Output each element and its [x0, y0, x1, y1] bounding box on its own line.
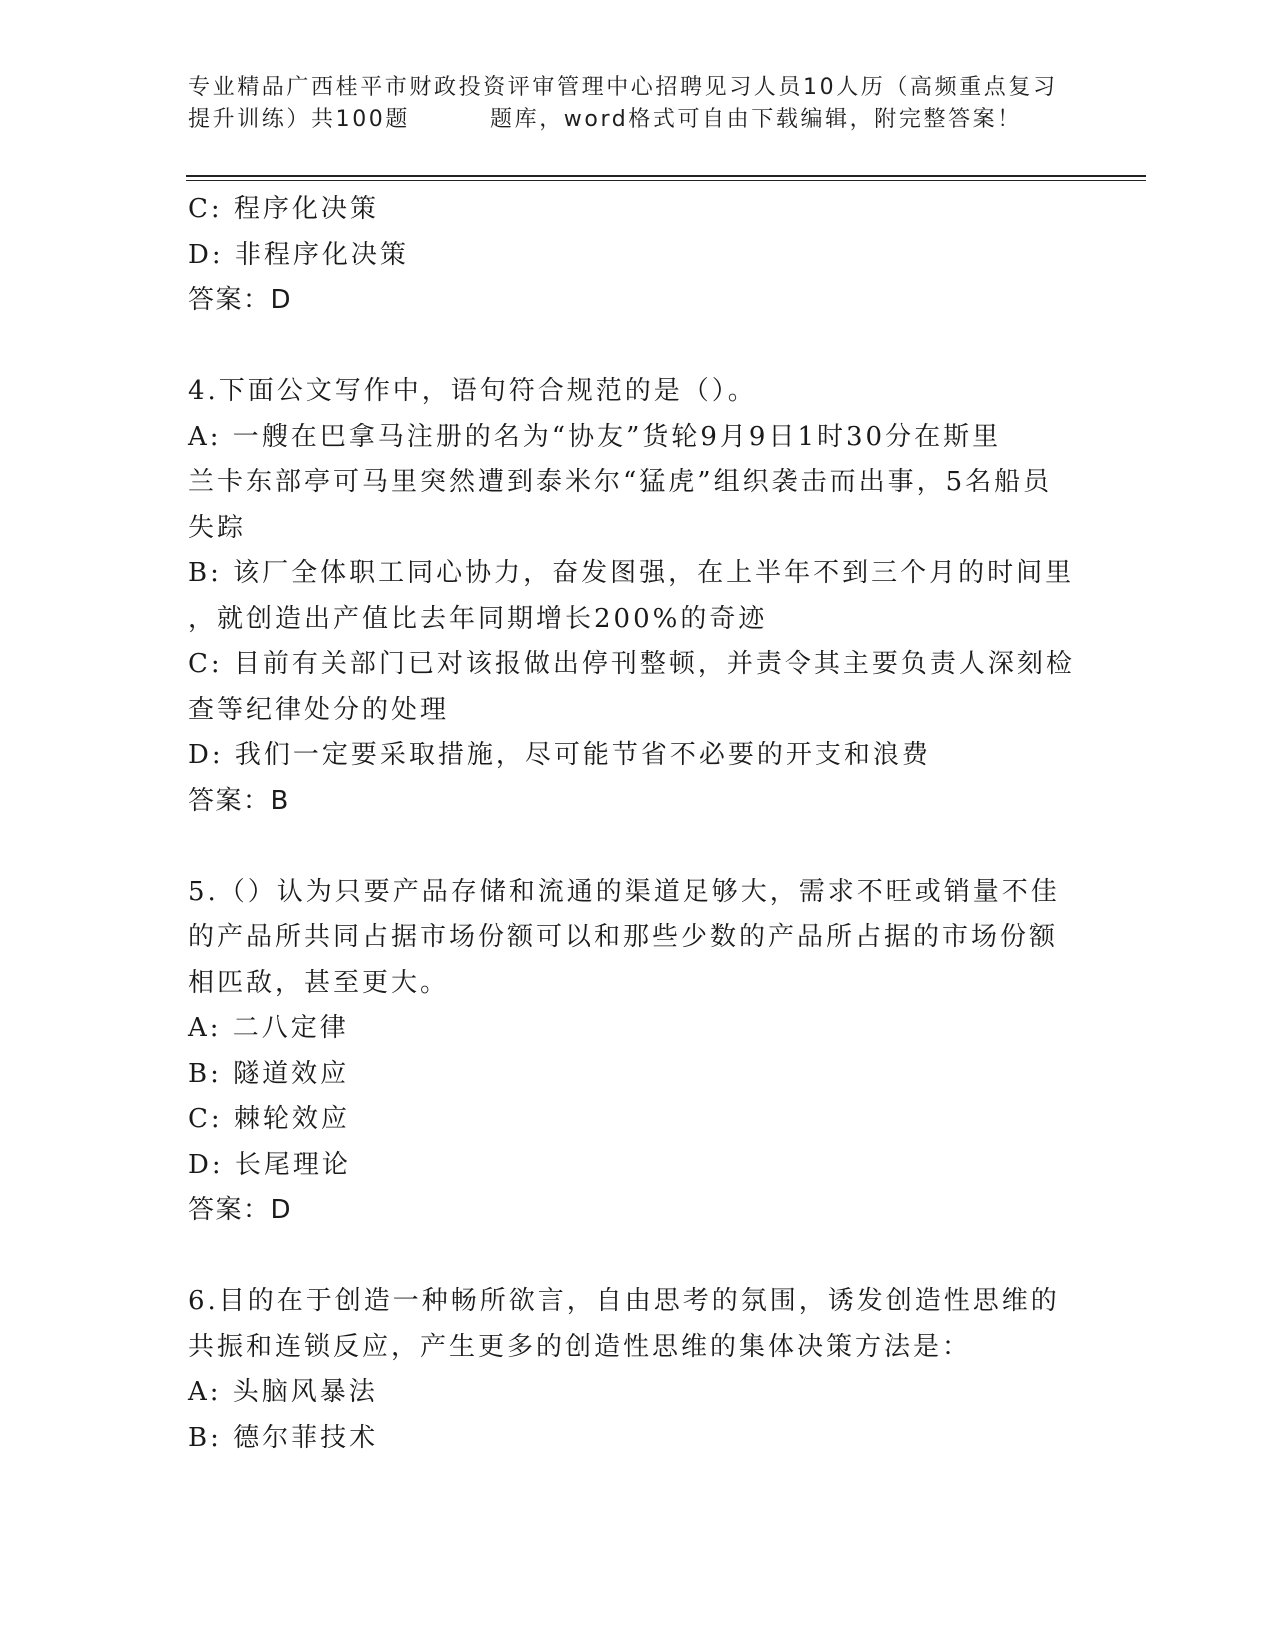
header-title-line-1: 专业精品广西桂平市财政投资评审管理中心招聘见习人员10人历（高频重点复习 — [188, 75, 1058, 100]
q3-option-d: D: 非程序化决策 — [188, 239, 409, 270]
question-5 — [188, 870, 1088, 1234]
q4-option-c-line-2: 查等纪律处分的处理 — [188, 694, 450, 725]
header-rule-thin — [186, 180, 1146, 181]
q5-option-c: C: 棘轮效应 — [188, 1104, 350, 1134]
q4-option-b-line-1: B: 该厂全体职工同心协力，奋发图强，在上半年不到三个月的时间里 — [188, 558, 1075, 588]
question-content — [188, 187, 1088, 1461]
q5-stem-line-3: 相匹敌，甚至更大。 — [188, 967, 450, 998]
q5-option-d: D: 长尾理论 — [188, 1149, 351, 1180]
header-title-line-2-left: 提升训练）共100题 — [188, 107, 410, 132]
q3-option-c: C: 程序化决策 — [188, 194, 379, 224]
question-4 — [188, 369, 1088, 824]
q5-stem-line-2: 的产品所共同占据市场份额可以和那些少数的产品所占据的市场份额 — [188, 922, 1059, 952]
q4-option-d: D: 我们一定要采取措施，尽可能节省不必要的开支和浪费 — [188, 740, 931, 770]
q4-option-c-line-1: C: 目前有关部门已对该报做出停刊整顿，并责令其主要负责人深刻检 — [188, 649, 1075, 679]
header-rule-thick — [186, 175, 1146, 177]
header-title-line-2-right: 题库，word格式可自由下载编辑，附完整答案！ — [490, 107, 1022, 132]
q5-option-b: B: 隧道效应 — [188, 1058, 350, 1089]
q5-stem-line-1: 5.（）认为只要产品存储和流通的渠道足够大，需求不旺或销量不佳 — [188, 876, 1060, 907]
q4-stem: 4.下面公文写作中，语句符合规范的是（）。 — [188, 376, 757, 406]
header-title-line-2 — [188, 104, 1088, 136]
question-6 — [188, 1279, 1088, 1461]
q4-answer: 答案：B — [188, 785, 290, 816]
q4-option-a-line-2: 兰卡东部亭可马里突然遭到泰米尔“猛虎”组织袭击而出事，5名船员 — [188, 467, 1053, 497]
q4-option-b-line-2: ，就创造出产值比去年同期增长200%的奇迹 — [188, 603, 768, 634]
q6-stem-line-1: 6.目的在于创造一种畅所欲言，自由思考的氛围，诱发创造性思维的 — [188, 1286, 1060, 1316]
q6-option-b: B: 德尔菲技术 — [188, 1422, 379, 1453]
spacer — [188, 824, 1088, 870]
q5-answer: 答案：D — [188, 1195, 293, 1225]
question-3-tail — [188, 187, 1088, 324]
q6-stem-line-2: 共振和连锁反应，产生更多的创造性思维的集体决策方法是： — [188, 1331, 972, 1362]
document-header — [188, 72, 1088, 136]
q5-option-a: A: 二八定律 — [188, 1013, 349, 1043]
spacer — [188, 324, 1088, 370]
q4-option-a-line-1: A: 一艘在巴拿马注册的名为“协友”货轮9月9日1时30分在斯里 — [188, 421, 1002, 452]
spacer — [188, 1234, 1088, 1280]
q4-option-a-line-3: 失踪 — [188, 512, 247, 543]
q6-option-a: A: 头脑风暴法 — [188, 1377, 378, 1407]
q3-answer: 答案：D — [188, 285, 293, 315]
